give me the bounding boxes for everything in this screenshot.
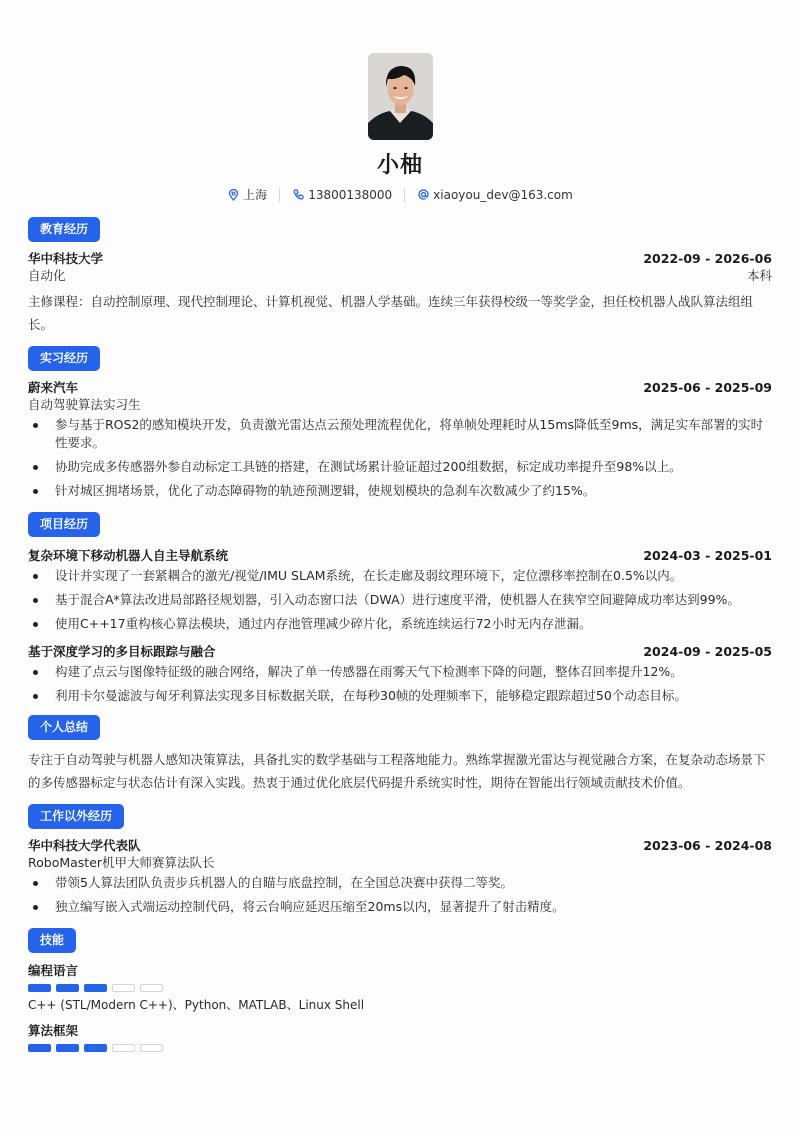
phone-text: 13800138000 <box>308 187 393 202</box>
section-badge-education: 教育经历 <box>28 217 100 242</box>
location-icon <box>227 189 239 201</box>
section-badge-skills: 技能 <box>28 928 76 953</box>
project-date: 2024-03 - 2025-01 <box>643 548 772 563</box>
level-bar-filled <box>28 984 51 992</box>
skill-description: C++ (STL/Modern C++)、Python、MATLAB、Linux Shell <box>28 998 365 1012</box>
degree: 本科 <box>746 268 772 283</box>
education-description: 主修课程：自动控制原理、现代控制理论、计算机视觉、机器人学基础。连续三年获得校级一等奖学金，担任校机器人战队算法组组长。 <box>28 294 754 332</box>
list-item: 针对城区拥堵场景，优化了动态障碍物的轨迹预测逻辑，使规划模块的急刹车次数减少了约15%。 <box>28 482 772 500</box>
list-item: 协助完成多传感器外参自动标定工具链的搭建，在测试场累计验证超过200组数据，标定成功率提升至98%以上。 <box>28 458 772 476</box>
location-text: 上海 <box>243 188 268 202</box>
contact-location <box>227 186 267 203</box>
section-projects <box>28 512 772 705</box>
extracurricular-entry <box>28 837 772 916</box>
section-badge-extracurricular: 工作以外经历 <box>28 804 124 829</box>
skill-item <box>28 1022 772 1052</box>
skill-level-bars <box>28 1044 772 1052</box>
section-badge-projects: 项目经历 <box>28 512 100 537</box>
internship-role: 自动驾驶算法实习生 <box>28 397 141 412</box>
section-extracurricular <box>28 804 772 916</box>
section-education <box>28 217 772 336</box>
section-summary <box>28 715 772 794</box>
resume-header <box>28 0 772 203</box>
internship-bullets <box>28 416 772 500</box>
internship-entry <box>28 379 772 500</box>
project-date: 2024-09 - 2025-05 <box>643 644 772 659</box>
list-item: 基于混合A*算法改进局部路径规划器，引入动态窗口法（DWA）进行速度平滑，使机器人在狭窄空间避障成功率达到99%。 <box>28 591 772 609</box>
level-bar-filled <box>84 984 107 992</box>
level-bar-filled <box>56 1044 79 1052</box>
contact-email[interactable] <box>417 188 573 202</box>
skill-name: 编程语言 <box>28 963 79 978</box>
contact-info <box>227 186 573 203</box>
profile-photo <box>368 53 433 140</box>
level-bar-empty <box>140 984 163 992</box>
phone-icon <box>292 189 304 201</box>
section-badge-summary: 个人总结 <box>28 715 100 740</box>
list-item: 参与基于ROS2的感知模块开发，负责激光雷达点云预处理流程优化，将单帧处理耗时从15ms降低至9ms，满足实车部署的实时性要求。 <box>28 416 772 452</box>
section-internship <box>28 346 772 500</box>
level-bar-filled <box>56 984 79 992</box>
list-item: 设计并实现了一套紧耦合的激光/视觉/IMU SLAM系统，在长走廊及弱纹理环境下，定位漂移率控制在0.5%以内。 <box>28 567 772 585</box>
level-bar-filled <box>84 1044 107 1052</box>
section-badge-internship: 实习经历 <box>28 346 100 371</box>
email-icon <box>417 189 429 201</box>
extracurricular-date: 2023-06 - 2024-08 <box>643 838 772 853</box>
education-date: 2022-09 - 2026-06 <box>643 251 772 266</box>
education-entry <box>28 250 772 336</box>
project-entry <box>28 643 772 705</box>
contact-phone <box>292 188 392 202</box>
candidate-name: 小柚 <box>376 153 423 178</box>
list-item: 构建了点云与图像特征级的融合网络，解决了单一传感器在雨雾天气下检测率下降的问题，整体召回率提升12%。 <box>28 663 772 681</box>
skill-name: 算法框架 <box>28 1023 79 1038</box>
major: 自动化 <box>28 268 66 283</box>
project-entry <box>28 547 772 633</box>
extracurricular-bullets <box>28 874 772 916</box>
extracurricular-role: RoboMaster机甲大师赛算法队长 <box>28 855 215 870</box>
skill-level-bars <box>28 984 772 992</box>
divider <box>279 188 280 202</box>
project-bullets <box>28 663 772 705</box>
summary-text: 专注于自动驾驶与机器人感知决策算法，具备扎实的数学基础与工程落地能力。熟练掌握激光雷达与视觉融合方案，在复杂动态场景下的多传感器标定与状态估计有深入实践。热衷于通过优化底层代码提升系统实时性，期待在智能出行领域贡献技术价值。 <box>28 752 766 790</box>
list-item: 利用卡尔曼滤波与匈牙利算法实现多目标数据关联，在每秒30帧的处理频率下，能够稳定跟踪超过50个动态目标。 <box>28 687 772 705</box>
project-title: 复杂环境下移动机器人自主导航系统 <box>28 548 229 563</box>
skill-item <box>28 962 772 1013</box>
internship-date: 2025-06 - 2025-09 <box>643 380 772 395</box>
section-skills <box>28 928 772 1052</box>
level-bar-empty <box>140 1044 163 1052</box>
list-item: 带领5人算法团队负责步兵机器人的自瞄与底盘控制，在全国总决赛中获得二等奖。 <box>28 874 772 892</box>
level-bar-empty <box>112 1044 135 1052</box>
list-item: 独立编写嵌入式端运动控制代码，将云台响应延迟压缩至20ms以内，显著提升了射击精度。 <box>28 898 772 916</box>
level-bar-empty <box>112 984 135 992</box>
company-name: 蔚来汽车 <box>28 380 79 395</box>
project-title: 基于深度学习的多目标跟踪与融合 <box>28 644 216 659</box>
email-text[interactable]: xiaoyou_dev@163.com <box>433 187 573 202</box>
project-bullets <box>28 567 772 633</box>
org-name: 华中科技大学代表队 <box>28 838 141 853</box>
level-bar-filled <box>28 1044 51 1052</box>
school-name: 华中科技大学 <box>28 251 104 266</box>
divider <box>404 188 405 202</box>
list-item: 使用C++17重构核心算法模块，通过内存池管理减少碎片化，系统连续运行72小时无内存泄漏。 <box>28 615 772 633</box>
